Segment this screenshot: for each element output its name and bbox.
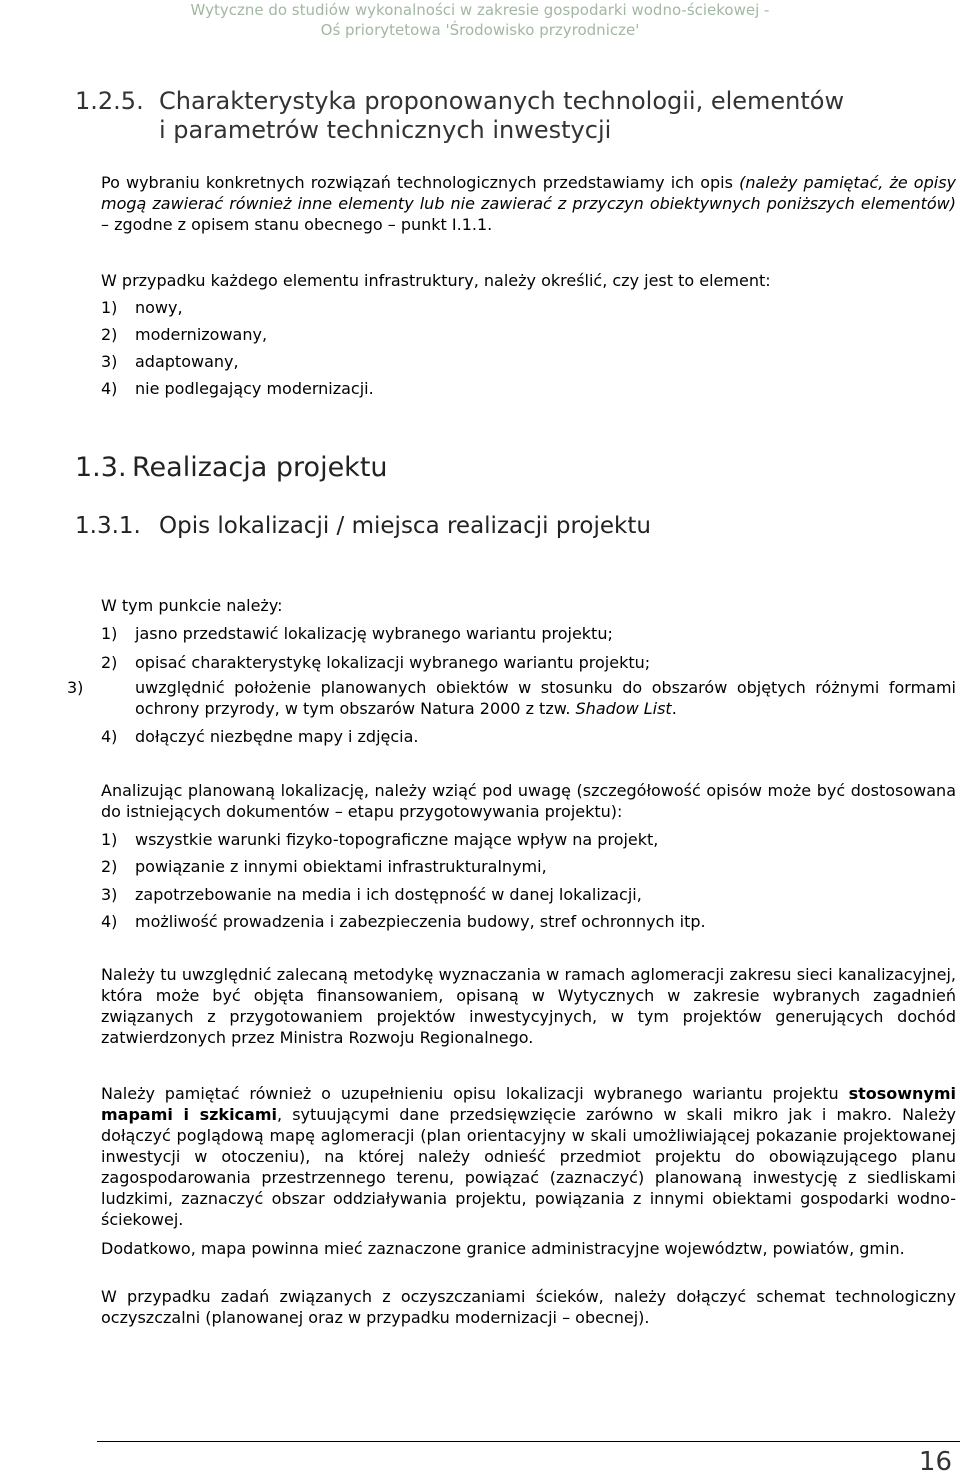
section-heading-1-3 — [75, 451, 388, 485]
footer-rule — [97, 1441, 960, 1442]
list-item-number: 4) — [101, 379, 118, 398]
header-line-2: Oś priorytetowa 'Środowisko przyrodnicze' — [320, 21, 640, 39]
list-item-text: powiązanie z innymi obiektami infrastrukturalnymi, — [135, 857, 547, 876]
paragraph-technology-intro — [101, 172, 956, 235]
section-title-line-1: Charakterystyka proponowanych technologii, elementów — [159, 87, 845, 115]
paragraph-text: Należy pamiętać również o uzupełnieniu opisu lokalizacji wybranego wariantu projektu — [101, 1084, 849, 1103]
paragraph-technology-scheme: W przypadku zadań związanych z oczyszczaniami ścieków, należy dołączyć schemat technologiczny oczyszczalni (planowanej oraz w przypadku modernizacji – obecnej). — [101, 1287, 956, 1327]
list-item-number: 3) — [101, 885, 118, 904]
list-item — [101, 911, 956, 932]
paragraph-analysis: Analizując planowaną lokalizację, należy wziąć pod uwagę (szczegółowość opisów może być dostosowana do istniejących dokumentów – etapu przygotowywania projektu): — [101, 781, 956, 821]
list-item-number: 4) — [101, 727, 118, 746]
list-item — [101, 829, 956, 850]
list-item-italic: Shadow List — [575, 699, 672, 718]
paragraph-intro: W tym punkcie należy: — [101, 596, 283, 615]
list-item-number: 1) — [101, 830, 118, 849]
list-item-number: 2) — [101, 857, 118, 876]
paragraph-element-type: W przypadku każdego elementu infrastruktury, należy określić, czy jest to element: — [101, 271, 771, 290]
section-heading-1-3-1 — [75, 511, 651, 541]
section-title: Opis lokalizacji / miejsca realizacji projektu — [159, 513, 651, 539]
list-item-text: uwzględnić położenie planowanych obiektów w stosunku do obszarów objętych różnymi formami ochrony przyrody, w tym obszarów Natura 2000 z tzw. — [135, 678, 956, 718]
list-item — [101, 623, 956, 644]
section-number: 1.2.5. — [75, 87, 144, 115]
page-number: 16 — [918, 1447, 952, 1477]
paragraph-italic-note: (należy pamiętać, że opisy mogą zawierać również inne elementy lub nie zawierać z przyczyn obiektywnych poniższych elementów) — [101, 173, 956, 213]
section-title: Realizacja projektu — [132, 452, 388, 483]
paragraph-text: Po wybraniu konkretnych rozwiązań technologicznych przedstawiamy ich opis — [101, 173, 740, 192]
list-item-text: możliwość prowadzenia i zabezpieczenia budowy, stref ochronnych itp. — [135, 912, 706, 931]
list-item — [67, 677, 956, 719]
paragraph-text: – zgodne z opisem stanu obecnego – punkt I.1.1. — [101, 215, 493, 234]
list-item-number: 3) — [67, 678, 84, 697]
list-item-text: . — [671, 699, 677, 718]
list-item-number: 2) — [101, 325, 118, 344]
list-item-text: zapotrzebowanie na media i ich dostępność w danej lokalizacji, — [135, 885, 642, 904]
list-item-text: modernizowany, — [135, 325, 268, 344]
list-item-number: 3) — [101, 352, 118, 371]
section-number: 1.3.1. — [75, 513, 141, 539]
list-item-text: adaptowany, — [135, 352, 239, 371]
list-item — [101, 351, 956, 372]
list-item — [101, 884, 956, 905]
list-item — [101, 378, 956, 399]
list-item-text: nowy, — [135, 298, 183, 317]
list-item-text: dołączyć niezbędne mapy i zdjęcia. — [135, 727, 419, 746]
list-item-text: jasno przedstawić lokalizację wybranego wariantu projektu; — [135, 624, 613, 643]
section-heading-1-2-5 — [75, 87, 844, 145]
list-item-text: wszystkie warunki fizyko-topograficzne mające wpływ na projekt, — [135, 830, 659, 849]
list-item-number: 1) — [101, 624, 118, 643]
list-item-number: 4) — [101, 912, 118, 931]
paragraph-maps — [101, 1083, 956, 1230]
paragraph-text: , sytuującymi dane przedsięwzięcie zarówno w skali mikro jak i makro. Należy dołączyć poglądową mapę aglomeracji (plan orientacyjny w skali umożliwiającej pokazanie projektowanej inwestycji w otoczeniu), na której należy odnieść przedmiot projektu do obowiązującego planu zagospodarowania przestrzennego terenu, powiązać (zaznaczyć) planowaną inwestycję z siedliskami ludzkimi, zaznaczyć obszar oddziaływania projektu, powiązania z innymi obiektami gospodarki wodno-ściekowej. — [101, 1105, 957, 1229]
section-title-line-2: i parametrów technicznych inwestycji — [159, 116, 612, 144]
list-item — [101, 856, 956, 877]
list-item — [101, 297, 956, 318]
list-item — [101, 652, 956, 673]
list-item — [101, 324, 956, 345]
list-item-text: nie podlegający modernizacji. — [135, 379, 374, 398]
paragraph-admin-boundaries: Dodatkowo, mapa powinna mieć zaznaczone granice administracyjne województw, powiatów, gmin. — [101, 1239, 905, 1258]
section-number: 1.3. — [75, 452, 127, 483]
running-header — [0, 0, 960, 40]
paragraph-methodology: Należy tu uwzględnić zalecaną metodykę wyznaczania w ramach aglomeracji zakresu sieci kanalizacyjnej, która może być objęta finansowaniem, opisaną w Wytycznych w zakresie wybranych zagadnień związanych z przygotowaniem projektów inwestycyjnych, w tym projektów generujących dochód zatwierdzonych przez Ministra Rozwoju Regionalnego. — [101, 965, 956, 1047]
header-line-1: Wytyczne do studiów wykonalności w zakresie gospodarki wodno-ściekowej - — [190, 1, 770, 19]
list-item — [101, 726, 956, 747]
paragraph-bold-emphasis: stosownymi mapami i szkicami — [101, 1084, 956, 1124]
list-item-number: 2) — [101, 653, 118, 672]
list-item-text: opisać charakterystykę lokalizacji wybranego wariantu projektu; — [135, 653, 651, 672]
list-item-number: 1) — [101, 298, 118, 317]
